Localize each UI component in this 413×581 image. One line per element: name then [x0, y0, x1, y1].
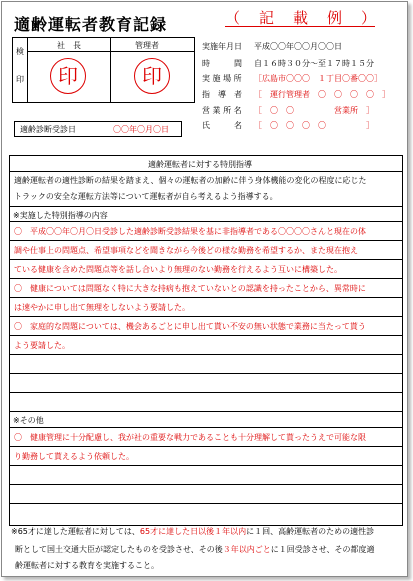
date-label: 実施年月日: [202, 42, 242, 51]
manager-label: 管理者: [135, 41, 159, 50]
date-value: 平成〇〇年〇〇月〇〇日: [254, 42, 342, 51]
section1-line: 調や仕事上の問題点、希望事項などを聞きながら今後どの様な勤務を希望するか、また現在抱え: [14, 246, 358, 255]
time-label: 時 間: [202, 59, 242, 68]
footer-note-line-3: 齢運転者に対する教育を実施すること。: [15, 561, 159, 570]
example-label: （ 記 載 例 ）: [225, 9, 379, 27]
section2-label: ※その他: [13, 416, 44, 425]
name-value: ［ 〇 〇 〇 〇 ］: [254, 121, 374, 130]
section1-label: ※実施した特別指導の内容: [13, 211, 108, 220]
office-label: 営 業 所 名: [202, 106, 242, 115]
diagnosis-label: 適齢診断受診日: [20, 125, 76, 134]
special-guidance-table: [9, 155, 403, 526]
manager-seal: 印: [134, 58, 170, 94]
section1-line: は速やかに申し出て無理をしないよう要請した。: [14, 303, 190, 312]
instructor-label: 指 導 者: [202, 90, 242, 99]
section2-line: 〇 健康管理に十分配慮し、我が社の重要な戦力であることも十分理解して貰ったうえで可能な限: [14, 433, 366, 442]
president-seal: 印: [50, 58, 86, 94]
approval-stamp-table: [12, 37, 195, 103]
diagnosis-value: 〇〇年〇月〇日: [113, 125, 169, 134]
president-label: 社 長: [57, 41, 81, 50]
footer-note-line-1: ※65才に達した運転者に対しては、65才に達した日以後１年以内に１回、高齢運転者のための適性診: [11, 527, 375, 536]
section1-line: よう要請した。: [14, 341, 70, 350]
intro-line-1: 適齢運転者の適性診断の結果を踏まえ、個々の運転者の加齢に伴う身体機能の変化の程度に応じた: [14, 176, 367, 185]
section1-line: ている健康を含めた問題点等を話し合いより無理のない勤務を行えるよう互いに構築した。: [14, 265, 342, 274]
in-label: 印: [16, 75, 24, 84]
intro-line-2: トラックの安全な運転方法等について運転者が自ら考えるよう指導する。: [14, 192, 278, 201]
place-label: 実 施 場 所: [202, 74, 242, 83]
name-label: 氏 名: [202, 121, 242, 130]
footer-highlight: ３年以内ごと: [222, 545, 271, 554]
office-value: ［ 〇 〇 営業所 ］: [254, 106, 374, 115]
document-page: [1, 1, 408, 577]
kan-label: 検: [16, 47, 24, 56]
diagnosis-date-box: [14, 121, 182, 137]
document-title: 適齢運転者教育記録: [14, 15, 168, 34]
instructor-value: ［ 運行管理者 〇 〇 〇 〇 ］: [254, 90, 390, 99]
section1-line: 〇 平成〇〇年〇月〇日受診した適齢診断受診結果を基に非指導者である〇〇〇〇さんと現在の体: [14, 227, 366, 236]
guidance-heading: 適齢運転者に対する特別指導: [148, 160, 252, 169]
section1-line: 〇 健康については問題なく特に大きな持病も抱えていないとの認識を持ったことから、異常時に: [14, 284, 366, 293]
footer-note-line-2: 断として国土交通大臣が認定したものを受診させ、その後３年以内ごとに１回受診させ、その都度適: [15, 545, 375, 554]
section1-line: 〇 家庭的な問題については、機会あるごとに申し出て貰い不安の無い状態で業務に当たって貰う: [14, 322, 366, 331]
place-value: ［広島市〇〇〇 １丁目〇番〇〇］: [254, 74, 382, 83]
footer-highlight: 65才に達した日以後１年以内: [139, 527, 247, 536]
time-value: 自１６時３０分～至１７時１５分: [254, 59, 374, 68]
section2-line: り勤務して貰えるよう依頼した。: [14, 452, 134, 461]
